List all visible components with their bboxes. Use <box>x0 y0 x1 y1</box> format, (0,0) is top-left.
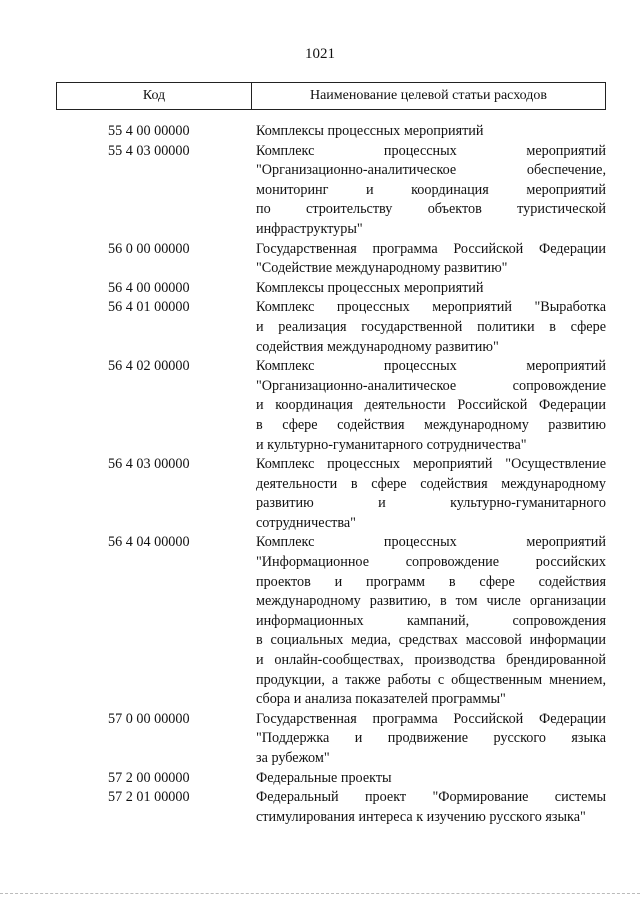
row-code: 56 4 02 00000 <box>108 358 190 375</box>
row-name <box>256 142 606 240</box>
row-name-line: по строительству объектов туристической <box>256 201 606 218</box>
row-name-line: Государственная программа Российской Федерации <box>256 240 606 257</box>
row-code: 57 0 00 00000 <box>108 710 190 727</box>
row-name-line: Комплексы процессных мероприятий <box>256 123 484 139</box>
table-row <box>0 357 640 455</box>
row-name-line: Комплексы процессных мероприятий <box>256 279 484 296</box>
row-code: 56 4 01 00000 <box>108 299 190 316</box>
row-name-line: Комплекс процессных мероприятий <box>256 534 606 551</box>
row-name-line: содействия международному развитию" <box>256 338 499 355</box>
row-name-line: "Содействие международному развитию" <box>256 260 508 277</box>
row-name-line: международному развитию, в том числе организации <box>256 593 606 610</box>
row-name <box>256 240 606 279</box>
row-name <box>256 710 606 769</box>
row-code: 56 0 00 00000 <box>108 240 190 257</box>
row-name-line: деятельности в сфере содействия международному <box>256 475 606 492</box>
table-row <box>0 279 640 299</box>
row-name-line: в сфере содействия международному развитию <box>256 416 606 433</box>
row-name-line: информационных кампаний, сопровождения <box>256 612 606 629</box>
row-name-line: Федеральные проекты <box>256 769 392 786</box>
header-code-column: Код <box>57 83 252 109</box>
table-row <box>0 455 640 533</box>
row-name-line: проектов и программ в сфере содействия <box>256 573 606 590</box>
row-name-line: и координация деятельности Российской Федерации <box>256 397 606 414</box>
row-name-line: Федеральный проект "Формирование системы <box>256 789 606 806</box>
table-row <box>0 769 640 789</box>
row-name <box>256 298 606 357</box>
row-name-line: за рубежом" <box>256 750 330 766</box>
row-name-line: инфраструктуры" <box>256 220 363 237</box>
row-name-line: сбора и анализа показателей программы" <box>256 691 506 708</box>
header-name-column: Наименование целевой статьи расходов <box>309 88 548 103</box>
row-name-line: Комплекс процессных мероприятий "Осуществление <box>256 456 606 473</box>
row-name <box>256 769 606 789</box>
row-name <box>256 455 606 533</box>
row-name-line: "Поддержка и продвижение русского языка <box>256 730 606 747</box>
table-row <box>0 788 640 827</box>
row-code: 55 4 03 00000 <box>108 142 190 159</box>
row-name-line: Государственная программа Российской Федерации <box>256 710 606 727</box>
table-row <box>0 240 640 279</box>
row-name-line: продукции, а также работы с общественным мнением, <box>256 671 606 688</box>
table-row <box>0 710 640 769</box>
row-name-line: стимулирования интереса к изучению русского языка" <box>256 808 586 825</box>
row-code: 57 2 00 00000 <box>108 769 190 786</box>
row-name <box>256 788 606 827</box>
row-name <box>256 279 606 299</box>
row-code: 56 4 04 00000 <box>108 534 190 551</box>
row-name-line: "Информационное сопровождение российских <box>256 554 606 571</box>
row-name-line: мониторинг и координация мероприятий <box>256 181 606 198</box>
row-name-line: и культурно-гуманитарного сотрудничества" <box>256 436 527 453</box>
row-code: 55 4 00 00000 <box>108 123 190 139</box>
table-row <box>0 533 640 709</box>
row-name-line: и онлайн-сообществах, производства брендированной <box>256 652 606 669</box>
page-edge-divider <box>0 893 640 895</box>
table-row <box>0 298 640 357</box>
page-number: 1021 <box>305 46 335 62</box>
row-name-line: "Организационно-аналитическое сопровождение <box>256 377 606 394</box>
table-header <box>56 82 606 110</box>
row-name <box>256 122 606 142</box>
row-name-line: в социальных медиа, средствах массовой информации <box>256 632 606 649</box>
table-body <box>0 122 640 827</box>
table-row <box>0 122 640 142</box>
row-name-line: Комплекс процессных мероприятий "Выработка <box>256 299 606 316</box>
row-name-line: "Организационно-аналитическое обеспечение, <box>256 162 606 179</box>
row-name-line: Комплекс процессных мероприятий <box>256 358 606 375</box>
row-name-line: Комплекс процессных мероприятий <box>256 142 606 159</box>
row-name-line: и реализация государственной политики в сфере <box>256 318 606 335</box>
row-name-line: развитию и культурно-гуманитарного <box>256 495 606 512</box>
row-name <box>256 357 606 455</box>
row-name-line: сотрудничества" <box>256 514 356 531</box>
row-code: 56 4 03 00000 <box>108 456 190 473</box>
row-code: 56 4 00 00000 <box>108 279 190 296</box>
row-name <box>256 533 606 709</box>
table-row <box>0 142 640 240</box>
row-code: 57 2 01 00000 <box>108 789 190 806</box>
